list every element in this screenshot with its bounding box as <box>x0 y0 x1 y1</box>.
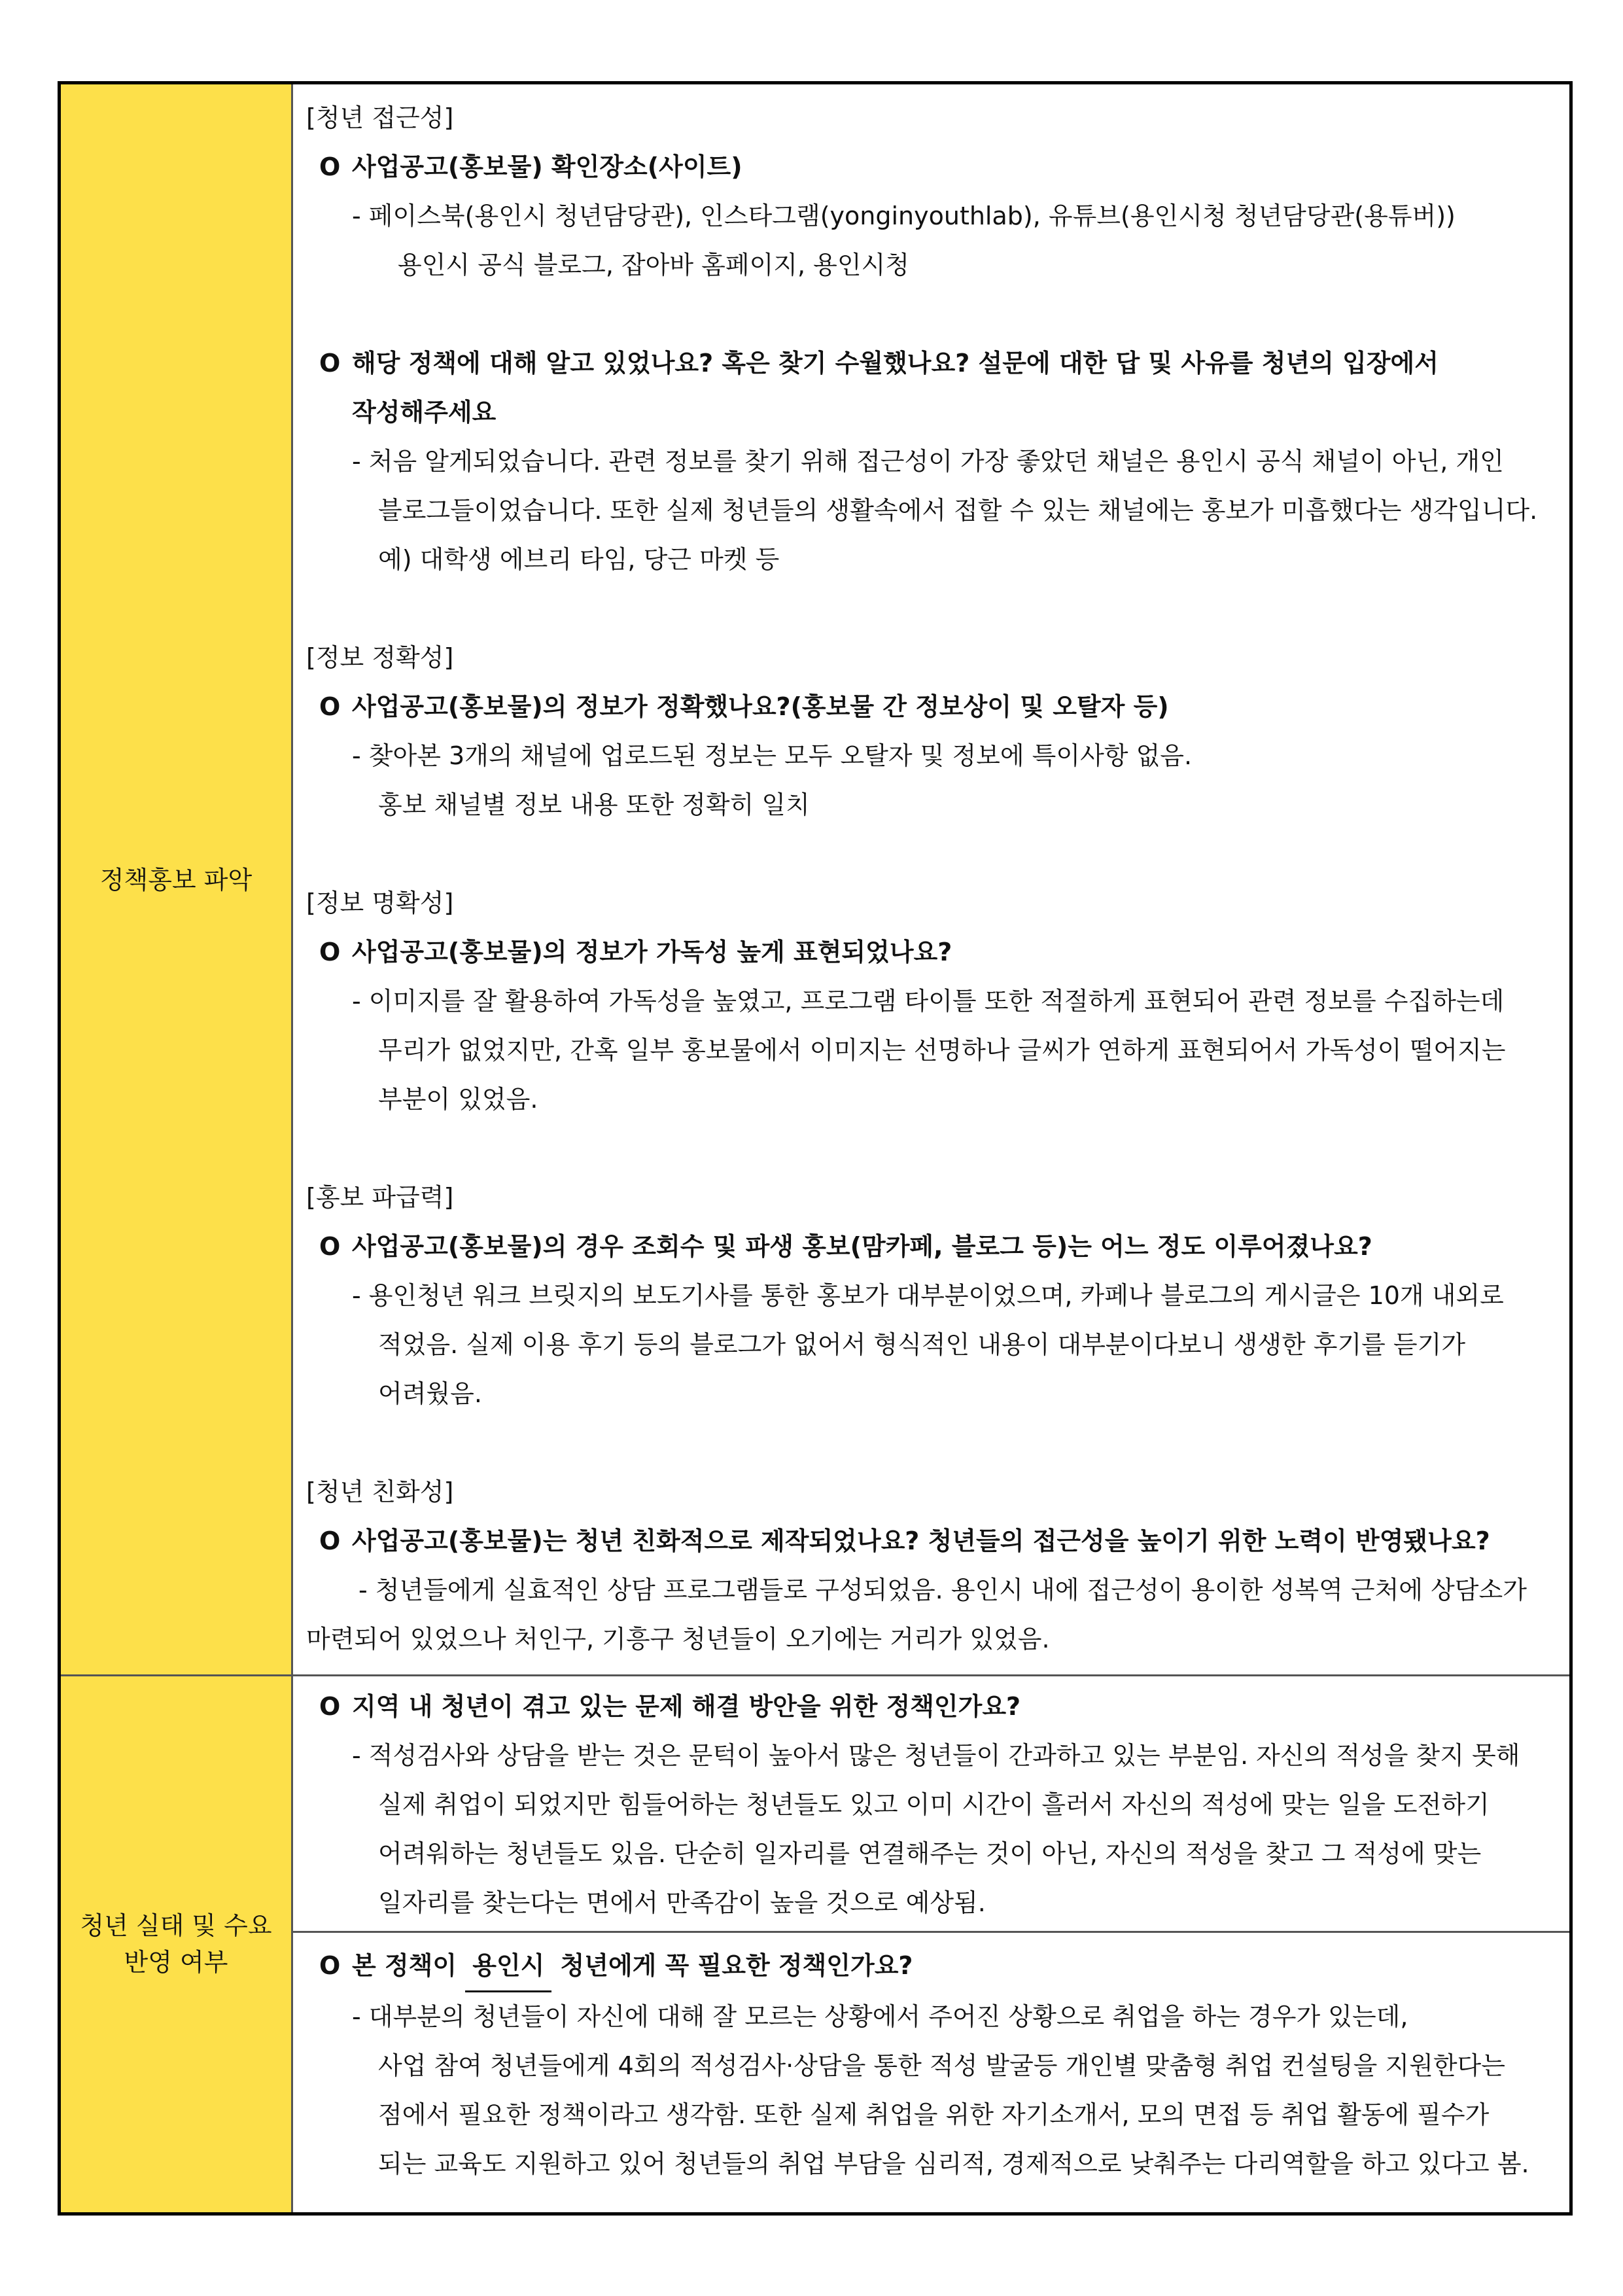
answer-line: - 적성검사와 상담을 받는 것은 문턱이 높아서 많은 청년들이 간과하고 있는 부분임. 자신의 적성을 찾지 못해 <box>352 1741 1520 1770</box>
question: O 사업공고(홍보물)의 경우 조회수 및 파생 홍보(맘카페, 블로그 등)는 어느 정도 이루어졌나요? <box>319 1222 1556 1271</box>
promotion-content <box>306 94 1556 1664</box>
answer-line: 실제 취업이 되었지만 힘들어하는 청년들도 있고 이미 시간이 흘러서 자신의 적성에 맞는 일을 도전하기 <box>378 1790 1490 1819</box>
circle-bullet-icon: O <box>319 1232 341 1261</box>
answer-line: 홍보 채널별 정보 내용 또한 정확히 일치 <box>378 790 810 819</box>
circle-bullet-icon: O <box>319 152 341 181</box>
heading-clarity: [정보 명확성] <box>306 889 454 917</box>
answer-line: - 페이스북(용인시 청년담당관), 인스타그램(yonginyouthlab), 유튜브(용인시청 청년담당관(용튜버)) <box>352 202 1456 230</box>
answer-line: 블로그들이었습니다. 또한 실제 청년들의 생활속에서 접할 수 있는 채널에는 홍보가 미흡했다는 생각입니다. <box>378 496 1538 525</box>
demand-content-2 <box>306 1941 1556 2189</box>
answer-line: - 처음 알게되었습니다. 관련 정보를 찾기 위해 접근성이 가장 좋았던 채널은 용인시 공식 채널이 아닌, 개인 <box>352 447 1504 476</box>
circle-bullet-icon: O <box>319 938 341 966</box>
heading-reach: [홍보 파급력] <box>306 1183 454 1212</box>
question: O 지역 내 청년이 겪고 있는 문제 해결 방안을 위한 정책인가요? <box>319 1682 1556 1731</box>
circle-bullet-icon: O <box>319 1951 341 1980</box>
answer-line: - 찾아본 3개의 채널에 업로드된 정보는 모두 오탈자 및 정보에 특이사항 없음. <box>352 741 1193 770</box>
question: O 해당 정책에 대해 알고 있었나요? 혹은 찾기 수월했나요? 설문에 대한 답 및 사유를 청년의 입장에서 <box>319 339 1556 388</box>
circle-bullet-icon: O <box>319 349 341 378</box>
sub-row-divider <box>293 1931 1569 1933</box>
heading-access: [청년 접근성] <box>306 103 454 132</box>
answer-line: 부분이 있었음. <box>378 1085 538 1114</box>
question: O 본 정책이 용인시 청년에게 꼭 필요한 정책인가요? <box>319 1941 1556 1992</box>
circle-bullet-icon: O <box>319 692 341 721</box>
question: O 사업공고(홍보물) 확인장소(사이트) <box>319 143 1556 192</box>
heading-friendly: [청년 친화성] <box>306 1477 454 1506</box>
question-continued: 작성해주세요 <box>352 398 497 427</box>
evaluation-table <box>58 81 1573 2216</box>
answer-line: 되는 교육도 지원하고 있어 청년들의 취업 부담을 심리적, 경제적으로 낮춰주는 다리역할을 하고 있다고 봄. <box>378 2149 1529 2178</box>
answer-line: - 대부분의 청년들이 자신에 대해 잘 모르는 상황에서 주어진 상황으로 취업을 하는 경우가 있는데, <box>352 2002 1408 2031</box>
circle-bullet-icon: O <box>319 1692 341 1721</box>
answer-line: 어려워하는 청년들도 있음. 단순히 일자리를 연결해주는 것이 아닌, 자신의 적성을 찾고 그 적성에 맞는 <box>378 1839 1482 1868</box>
answer-line: 사업 참여 청년들에게 4회의 적성검사·상담을 통한 적성 발굴등 개인별 맞춤형 취업 컨설팅을 지원한다는 <box>378 2051 1505 2080</box>
answer-line: - 이미지를 잘 활용하여 가독성을 높였고, 프로그램 타이틀 또한 적절하게 표현되어 관련 정보를 수집하는데 <box>352 987 1505 1016</box>
answer-line: 무리가 없었지만, 간혹 일부 홍보물에서 이미지는 선명하나 글씨가 연하게 표현되어서 가독성이 떨어지는 <box>378 1036 1506 1065</box>
answer-line: - 용인청년 워크 브릿지의 보도기사를 통한 홍보가 대부분이었으며, 카페나 블로그의 게시글은 10개 내외로 <box>352 1281 1504 1310</box>
city-blank: 용인시 <box>465 1941 551 1992</box>
question: O 사업공고(홍보물)의 정보가 가독성 높게 표현되었나요? <box>319 928 1556 977</box>
answer-line: 적었음. 실제 이용 후기 등의 블로그가 없어서 형식적인 내용이 대부분이다보니 생생한 후기를 듣기가 <box>378 1330 1466 1359</box>
answer-line: - 청년들에게 실효적인 상담 프로그램들로 구성되었음. 용인시 내에 접근성이 용이한 성복역 근처에 상담소가 <box>358 1576 1527 1604</box>
section-label-demand: 청년 실태 및 수요 반영 여부 <box>61 1676 293 2212</box>
answer-line: 어려웠음. <box>378 1379 482 1408</box>
answer-line: 일자리를 찾는다는 면에서 만족감이 높을 것으로 예상됨. <box>378 1888 986 1917</box>
answer-line: 용인시 공식 블로그, 잡아바 홈페이지, 용인시청 <box>398 251 910 279</box>
question: O 사업공고(홍보물)는 청년 친화적으로 제작되었나요? 청년들의 접근성을 높이기 위한 노력이 반영됐나요? <box>319 1517 1556 1566</box>
answer-line: 점에서 필요한 정책이라고 생각함. 또한 실제 취업을 위한 자기소개서, 모의 면접 등 취업 활동에 필수가 <box>378 2100 1490 2129</box>
answer-line: 예) 대학생 에브리 타임, 당근 마켓 등 <box>378 545 780 574</box>
row-divider <box>61 1674 1569 1676</box>
answer-line: 마련되어 있었으나 처인구, 기흥구 청년들이 오기에는 거리가 있었음. <box>306 1625 1050 1653</box>
circle-bullet-icon: O <box>319 1527 341 1555</box>
heading-accuracy: [정보 정확성] <box>306 643 454 672</box>
demand-content-1 <box>306 1682 1556 1928</box>
question: O 사업공고(홍보물)의 정보가 정확했나요?(홍보물 간 정보상이 및 오탈자 등) <box>319 682 1556 732</box>
section-label-promotion: 정책홍보 파악 <box>61 84 293 1676</box>
